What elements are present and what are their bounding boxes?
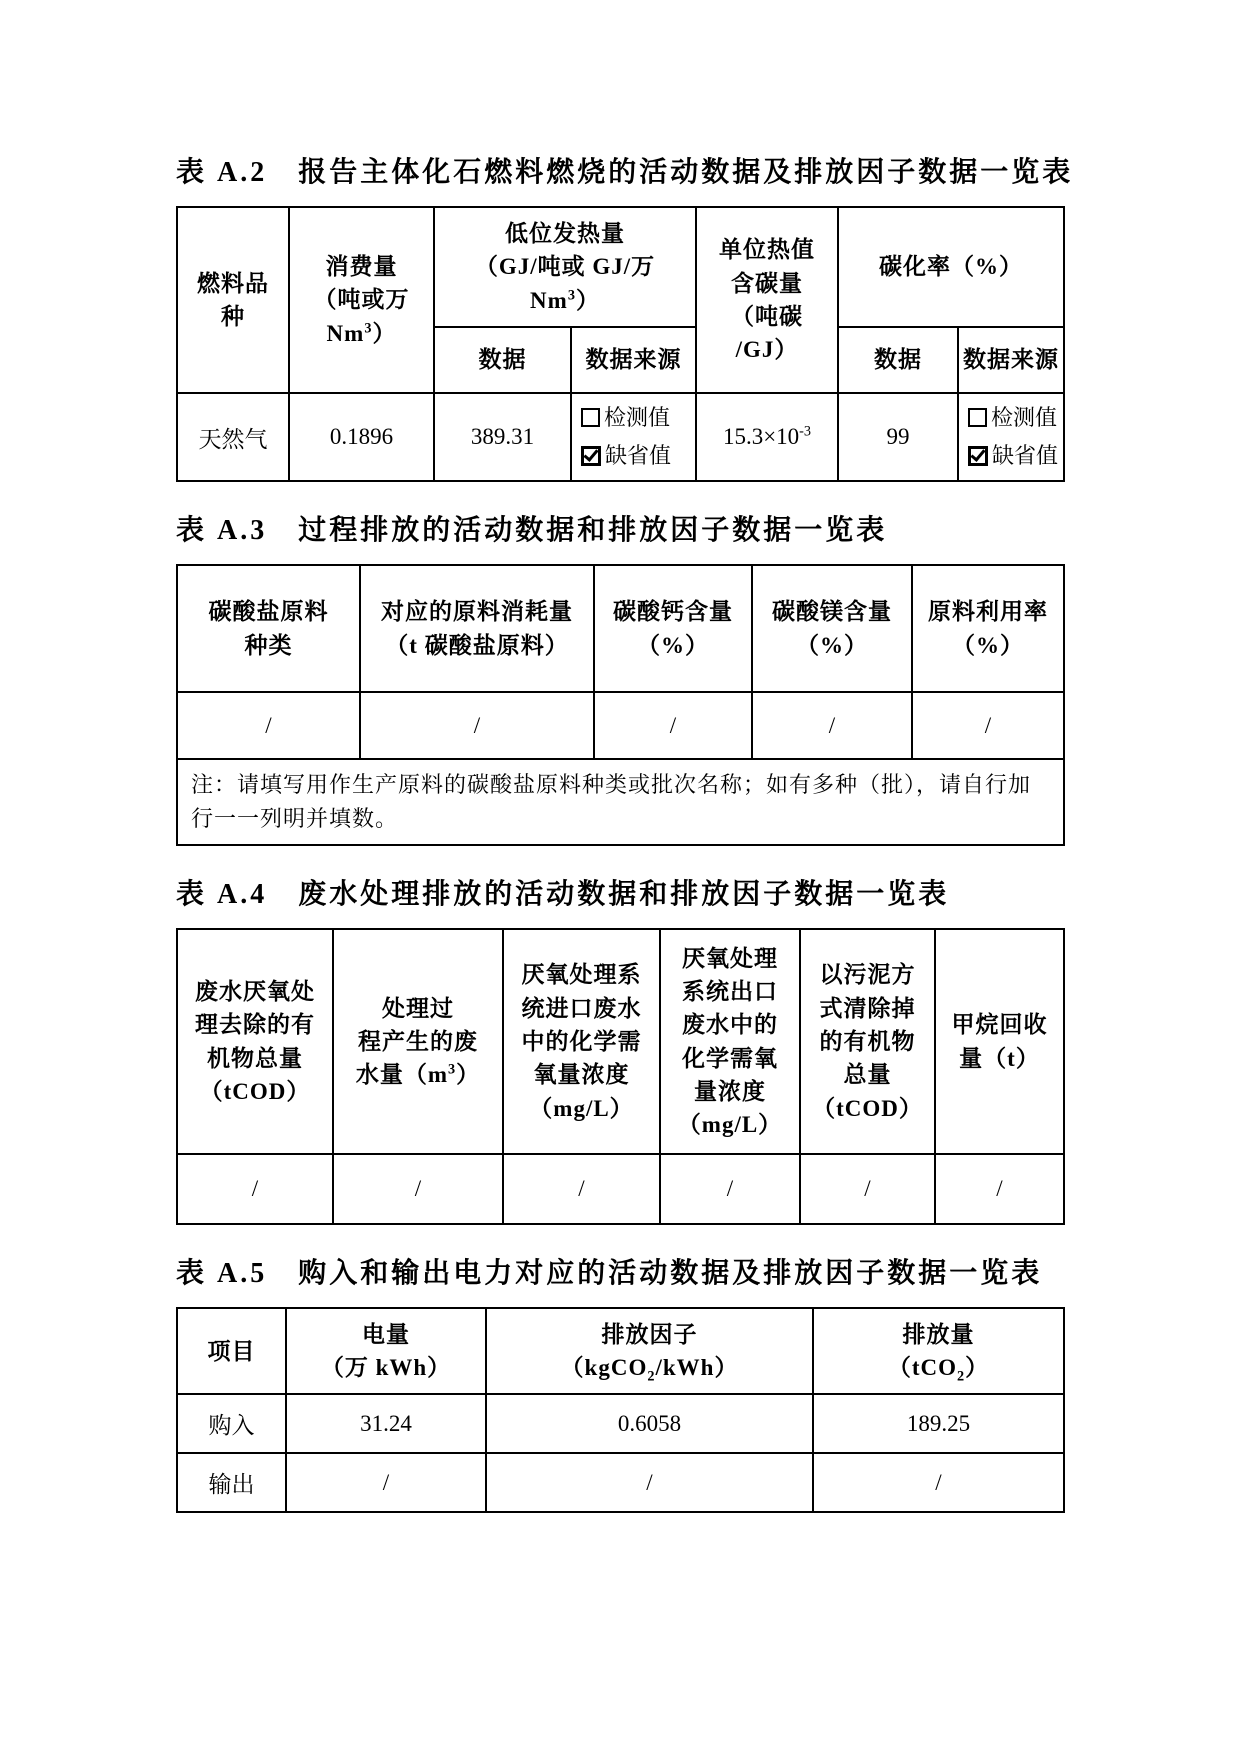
a2-cell-fuel: 天然气 bbox=[177, 393, 289, 481]
a2-header-ncv bbox=[434, 207, 696, 327]
a5-row-purchased-power: 31.24 bbox=[286, 1394, 486, 1453]
a3-header-mgco3-content bbox=[752, 565, 912, 692]
a5-row-purchased-factor: 0.6058 bbox=[486, 1394, 813, 1453]
a5-header-emission-factor bbox=[486, 1308, 813, 1394]
a2-rate-option-measured-label: 检测值 bbox=[991, 404, 1058, 430]
a4-header-line: 废水中的 bbox=[682, 1012, 778, 1038]
a2-subheader-ncv-source: 数据来源 bbox=[571, 327, 696, 393]
a4-cell-4: / bbox=[660, 1154, 800, 1224]
a5-row-purchased-label: 购入 bbox=[177, 1394, 286, 1453]
table-a3 bbox=[176, 564, 1065, 846]
a4-header-sludge-removed bbox=[800, 929, 935, 1154]
a2-cell-rate-value: 99 bbox=[838, 393, 958, 481]
a4-header-line: （mg/L） bbox=[529, 1095, 634, 1121]
table-a2-title: 表 A.2 报告主体化石燃料燃烧的活动数据及排放因子数据一览表 bbox=[176, 157, 1074, 188]
a4-header-line: 量浓度 bbox=[694, 1079, 766, 1105]
a3-header-line: （t 碳酸盐原料） bbox=[385, 632, 569, 658]
table-a4-title: 表 A.4 废水处理排放的活动数据和排放因子数据一览表 bbox=[176, 879, 950, 911]
a5-header-line: （万 kWh） bbox=[320, 1355, 452, 1381]
a3-header-utilization-rate bbox=[912, 565, 1064, 692]
a3-header-line: （%） bbox=[952, 632, 1024, 658]
a3-cell-5: / bbox=[912, 692, 1064, 759]
a4-header-line: 机物总量 bbox=[207, 1045, 303, 1071]
a5-row-exported-power: / bbox=[286, 1453, 486, 1512]
a5-header-line: 排放量 bbox=[902, 1321, 975, 1347]
a2-ncv-option-default-label: 缺省值 bbox=[605, 443, 672, 468]
a3-cell-2: / bbox=[360, 692, 594, 759]
a4-header-line: 处理过 bbox=[382, 995, 454, 1021]
a2-header-carbon-line4: /GJ） bbox=[735, 337, 799, 363]
checkbox-checked-icon bbox=[581, 446, 601, 466]
a4-header-line: 的有机物 bbox=[819, 1029, 916, 1055]
table-a3-title: 表 A.3 过程排放的活动数据和排放因子数据一览表 bbox=[176, 515, 888, 546]
superscript-3: 3 bbox=[567, 287, 576, 304]
a3-header-line: 碳酸盐原料 bbox=[208, 599, 329, 625]
a2-rate-option-default bbox=[968, 437, 1059, 476]
a5-header-emission-amount bbox=[813, 1308, 1064, 1394]
a2-subheader-ncv-data: 数据 bbox=[434, 327, 571, 393]
a3-cell-1: / bbox=[177, 692, 360, 759]
checkbox-unchecked-icon bbox=[968, 408, 987, 427]
a2-header-carbon-line2: 含碳量 bbox=[731, 270, 803, 296]
a3-header-line: 碳酸钙含量 bbox=[613, 599, 733, 625]
a2-cell-ncv-value: 389.31 bbox=[434, 393, 571, 481]
a2-rate-option-measured bbox=[968, 399, 1059, 438]
a2-header-carbon-content bbox=[696, 207, 838, 393]
a5-header-line: 排放因子 bbox=[601, 1321, 698, 1347]
superscript-minus-3: -3 bbox=[799, 423, 812, 440]
a4-cell-2: / bbox=[333, 1154, 503, 1224]
a4-header-line: 废水厌氧处 bbox=[195, 979, 315, 1004]
a2-header-carbon-line1: 单位热值 bbox=[719, 237, 815, 263]
a2-cell-ncv-source bbox=[571, 393, 696, 481]
a5-row-exported-amount: / bbox=[813, 1453, 1064, 1512]
a4-header-line: 水量$(m^3)$ bbox=[355, 1061, 481, 1088]
a2-header-consumption-line2: （吨或万 bbox=[313, 287, 410, 313]
a2-header-carbonation-rate: 碳化率（%） bbox=[838, 207, 1064, 327]
a4-header-line: 量（t） bbox=[959, 1045, 1040, 1071]
table-a5 bbox=[176, 1307, 1065, 1513]
a2-header-ncv-line3: Nm$^3$） bbox=[530, 287, 600, 313]
a2-subheader-rate-source: 数据来源 bbox=[958, 327, 1064, 393]
a4-header-line: 统进口废水 bbox=[521, 995, 642, 1021]
a2-cell-carbon-content: $15.3\times 10^{-3}$ bbox=[696, 393, 838, 481]
a5-row-exported-label: 输出 bbox=[177, 1453, 286, 1512]
a4-header-line: 厌氧处理 bbox=[682, 945, 778, 971]
a5-header-line: （kgCO$_2$/kWh） bbox=[560, 1355, 739, 1385]
a3-header-carbonate-type bbox=[177, 565, 360, 692]
subscript-2: 2 bbox=[647, 1368, 656, 1385]
superscript-3: 3 bbox=[448, 1061, 457, 1078]
a4-header-outlet-cod bbox=[660, 929, 800, 1154]
a2-header-fuel-line2: 种 bbox=[221, 304, 245, 329]
a4-header-methane-recovered bbox=[935, 929, 1064, 1154]
a2-ncv-option-measured-label: 检测值 bbox=[604, 404, 671, 430]
a3-header-raw-consumption bbox=[360, 565, 594, 692]
a2-ncv-option-default bbox=[581, 437, 691, 476]
a2-ncv-option-measured bbox=[581, 399, 691, 438]
a2-header-consumption-line3: Nm$^3$） bbox=[326, 320, 397, 346]
subscript-2: 2 bbox=[957, 1368, 966, 1385]
a3-header-line: 碳酸镁含量 bbox=[772, 599, 892, 625]
a4-header-line: 氧量浓度 bbox=[533, 1062, 630, 1088]
checkbox-checked-icon bbox=[968, 446, 988, 466]
a4-cell-5: / bbox=[800, 1154, 935, 1224]
a4-header-line: 式清除掉 bbox=[819, 995, 916, 1021]
a4-cell-6: / bbox=[935, 1154, 1064, 1224]
a4-header-line: 程产生的废 bbox=[358, 1029, 478, 1055]
a4-header-line: 总量 bbox=[843, 1062, 892, 1088]
a3-cell-4: / bbox=[752, 692, 912, 759]
a3-header-line: 种类 bbox=[244, 632, 293, 658]
a2-header-ncv-line1: 低位发热量 bbox=[505, 220, 625, 246]
a4-header-line: 中的化学需 bbox=[521, 1029, 642, 1055]
a3-header-line: 对应的原料消耗量 bbox=[381, 599, 573, 625]
a2-header-consumption bbox=[289, 207, 434, 393]
a4-header-line: （mg/L） bbox=[677, 1112, 783, 1138]
a2-header-carbon-line3: （吨碳 bbox=[731, 304, 803, 329]
a4-header-line: 化学需氧 bbox=[682, 1045, 778, 1071]
a5-header-item: 项目 bbox=[177, 1308, 286, 1394]
table-a5-title: 表 A.5 购入和输出电力对应的活动数据及排放因子数据一览表 bbox=[176, 1258, 1043, 1290]
a4-header-line: （tCOD） bbox=[812, 1095, 923, 1121]
a5-header-power bbox=[286, 1308, 486, 1394]
a4-header-inlet-cod bbox=[503, 929, 660, 1154]
a2-subheader-rate-data: 数据 bbox=[838, 327, 958, 393]
a3-header-caco3-content bbox=[594, 565, 752, 692]
a4-cell-1: / bbox=[177, 1154, 333, 1224]
table-a2 bbox=[176, 206, 1065, 482]
a2-header-fuel-type bbox=[177, 207, 289, 393]
a2-cell-consumption: 0.1896 bbox=[289, 393, 434, 481]
a2-rate-option-default-label: 缺省值 bbox=[992, 443, 1059, 468]
a4-header-organics-removed bbox=[177, 929, 333, 1154]
a3-header-line: （%） bbox=[796, 632, 868, 658]
a2-header-consumption-line1: 消费量 bbox=[325, 253, 398, 279]
a4-header-line: 理去除的有 bbox=[195, 1012, 315, 1038]
a3-header-line: （%） bbox=[637, 632, 709, 658]
a2-cell-rate-source bbox=[958, 393, 1064, 481]
table-a4 bbox=[176, 928, 1065, 1225]
a3-note: 注：请填写用作生产原料的碳酸盐原料种类或批次名称；如有多种（批），请自行加行一一列明并填数。 bbox=[177, 759, 1064, 845]
a4-header-line: 厌氧处理系 bbox=[521, 962, 642, 988]
a2-header-fuel-line1: 燃料品 bbox=[197, 270, 269, 296]
a4-cell-3: / bbox=[503, 1154, 660, 1224]
checkbox-unchecked-icon bbox=[581, 408, 600, 427]
a3-cell-3: / bbox=[594, 692, 752, 759]
a4-header-wastewater-volume bbox=[333, 929, 503, 1154]
a4-header-line: （tCOD） bbox=[199, 1079, 311, 1105]
a5-row-exported-factor: / bbox=[486, 1453, 813, 1512]
superscript-3: 3 bbox=[364, 320, 373, 337]
a5-row-purchased-amount: 189.25 bbox=[813, 1394, 1064, 1453]
a4-header-line: 甲烷回收 bbox=[951, 1012, 1048, 1038]
a5-header-line: 电量 bbox=[362, 1321, 410, 1347]
a5-header-line: （tCO$_2$） bbox=[887, 1355, 990, 1385]
a4-header-line: 系统出口 bbox=[682, 979, 778, 1004]
a3-header-line: 原料利用率 bbox=[928, 599, 1048, 625]
a4-header-line: 以污泥方 bbox=[819, 962, 916, 988]
a2-header-ncv-line2: （GJ/吨或 GJ/万 bbox=[474, 254, 656, 280]
